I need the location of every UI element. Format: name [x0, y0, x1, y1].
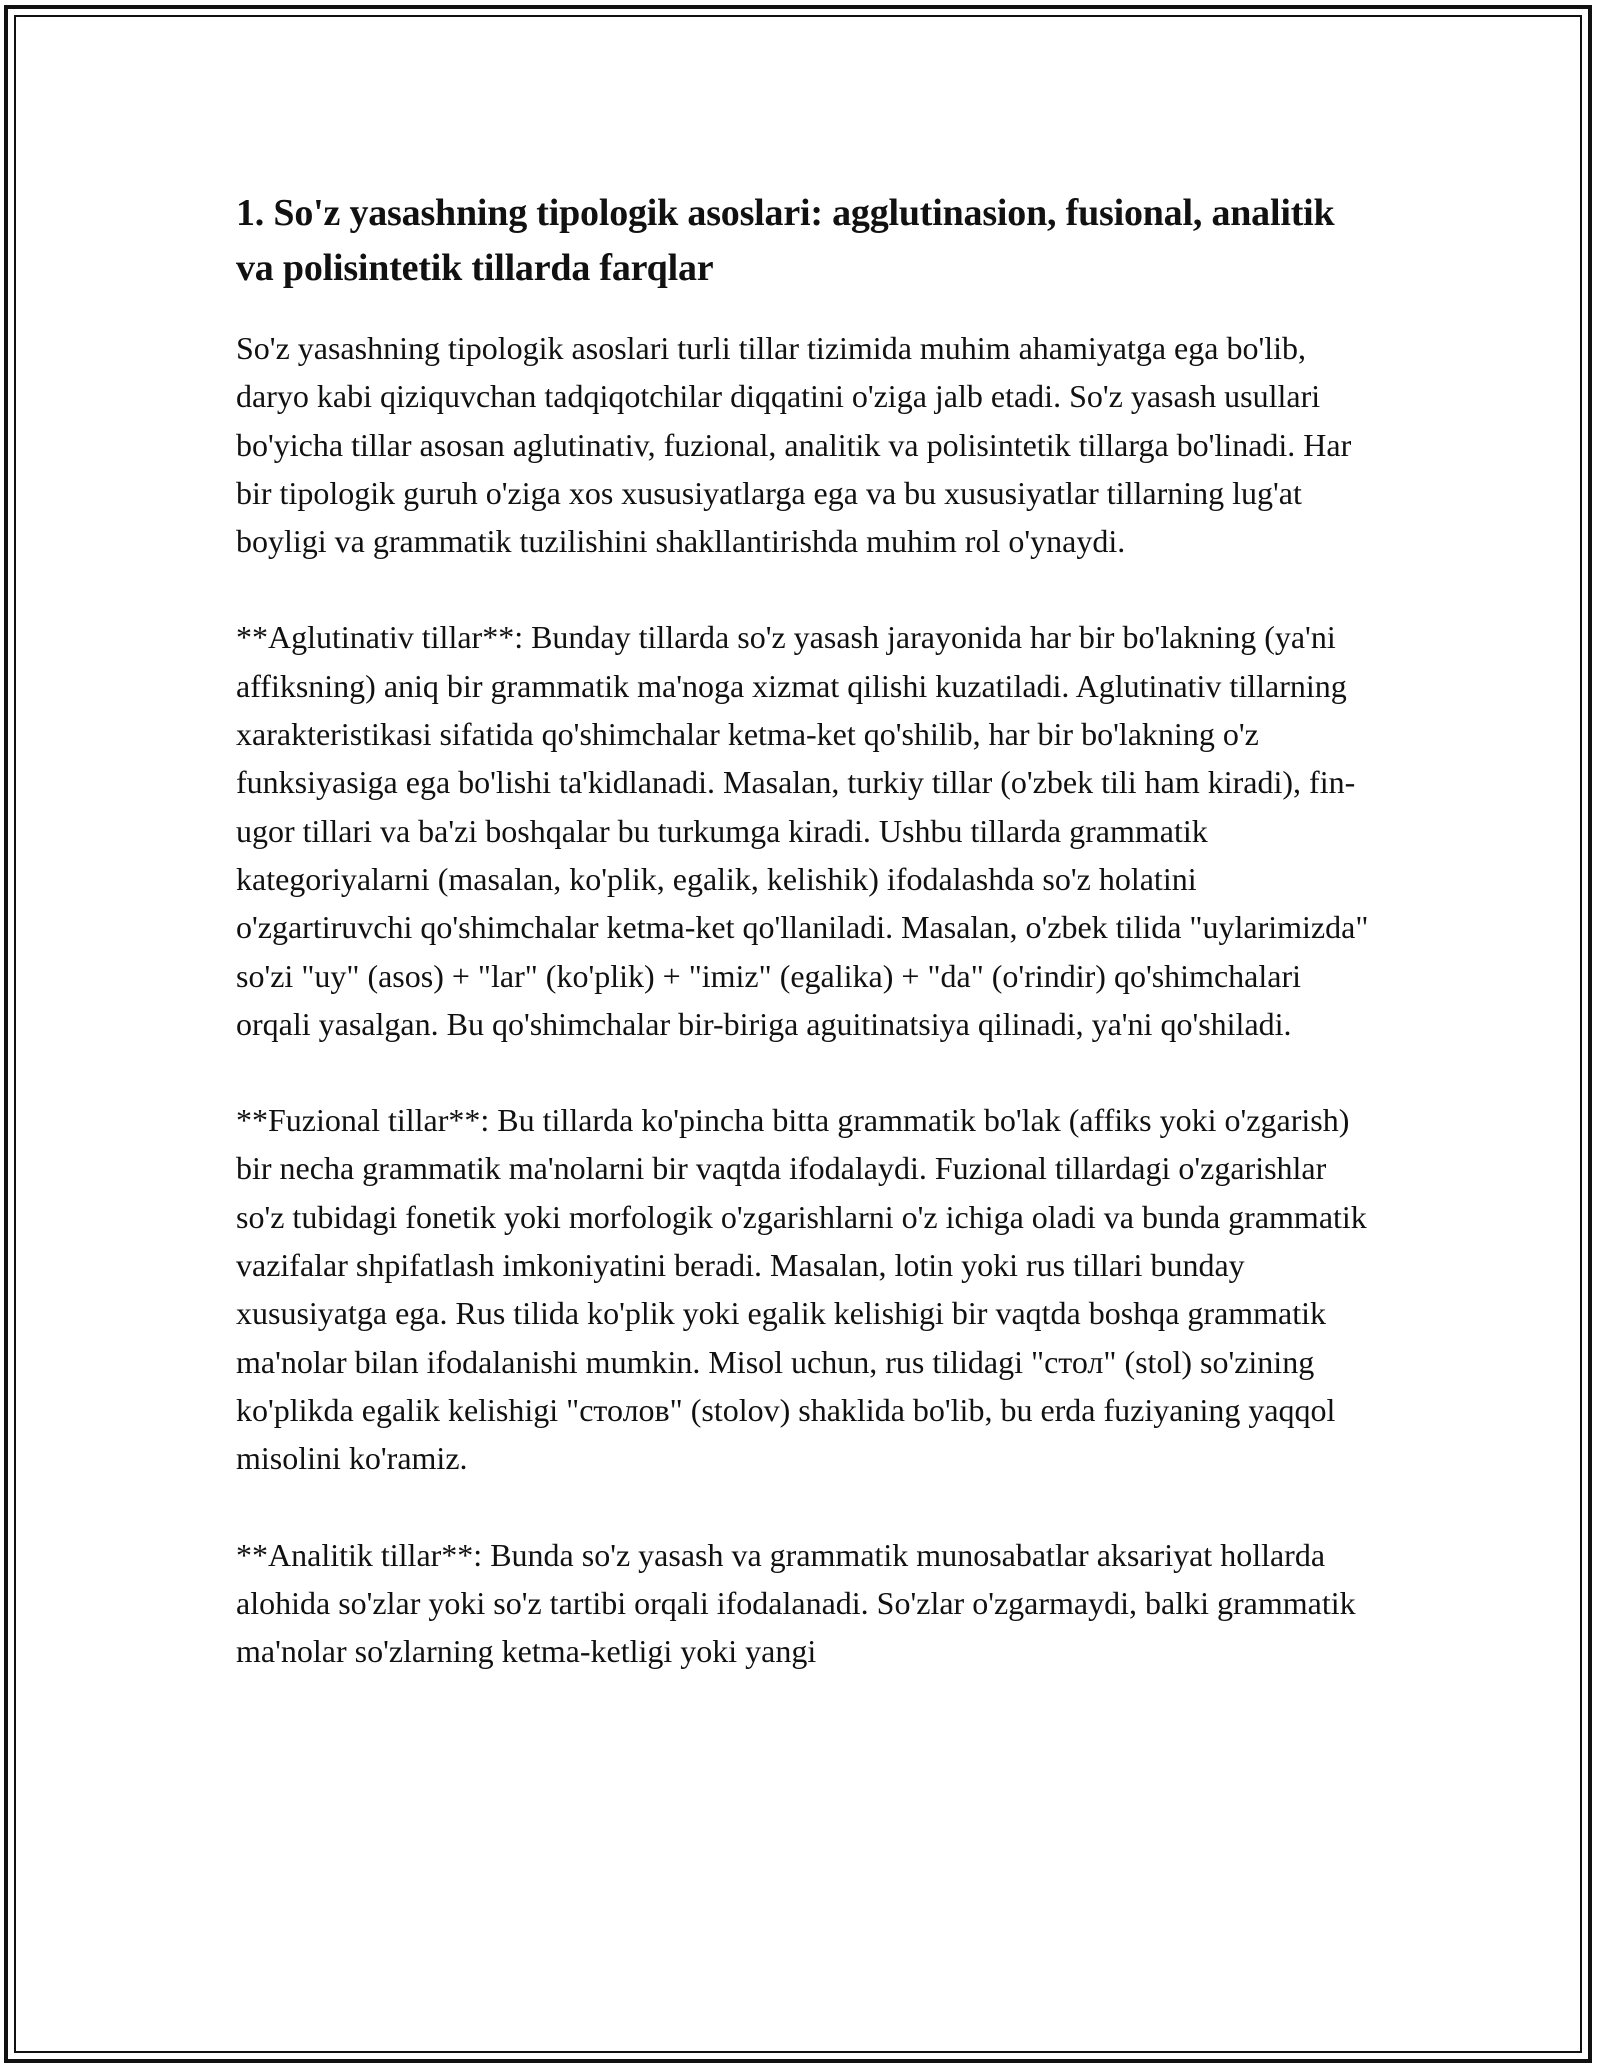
document-body — [236, 186, 1376, 1723]
paragraph-agglutinative: **Aglutinativ tillar**: Bunday tillarda so'z yasash jarayonida har bir bo'lakning (ya'ni affiksning) aniq bir grammatik ma'noga xizmat qilishi kuzatiladi. Aglutinativ tillarning xarakteristikasi sifatida qo'shimchalar ketma-ket qo'shilib, har bir bo'lakning o'z funksiyasiga ega bo'lishi ta'kidlanadi. Masalan, turkiy tillar (o'zbek tili ham kiradi), fin-ugor tillari va ba'zi boshqalar bu turkumga kiradi. Ushbu tillarda grammatik kategoriyalarni (masalan, ko'plik, egalik, kelishik) ifodalashda so'z holatini o'zgartiruvchi qo'shimchalar ketma-ket qo'llaniladi. Masalan, o'zbek tilida "uylarimizda" so'zi "uy" (asos) + "lar" (ko'plik) + "imiz" (egalika) + "da" (o'rindir) qo'shimchalari orqali yasalgan. Bu qo'shimchalar bir-biriga aguitinatsiya qilinadi, ya'ni qo'shiladi. — [236, 619, 1369, 1042]
paragraph-fusional: **Fuzional tillar**: Bu tillarda ko'pincha bitta grammatik bo'lak (affiks yoki o'zgarish) bir necha grammatik ma'nolarni bir vaqtda ifodalaydi. Fuzional tillardagi o'zgarishlar so'z tubidagi fonetik yoki morfologik o'zgarishlarni o'z ichiga oladi va bunda grammatik vazifalar shpifatlash imkoniyatini beradi. Masalan, lotin yoki rus tillari bunday xususiyatga ega. Rus tilida ko'plik yoki egalik kelishigi bir vaqtda boshqa grammatik ma'nolar bilan ifodalanishi mumkin. Misol uchun, rus tilidagi "стол" (stol) so'zining ko'plikda egalik kelishigi "столов" (stolov) shaklida bo'lib, bu erda fuziyaning yaqqol misolini ko'ramiz. — [236, 1102, 1367, 1477]
paragraph-intro: So'z yasashning tipologik asoslari turli tillar tizimida muhim ahamiyatga ega bo'lib, daryo kabi qiziquvchan tadqiqotchilar diqqatini o'ziga jalb etadi. So'z yasash usullari bo'yicha tillar asosan aglutinativ, fuzional, analitik va polisintetik tillarga bo'linadi. Har bir tipologik guruh o'ziga xos xususiyatlarga ega va bu xususiyatlar tillarning lug'at boyligi va grammatik tuzilishini shakllantirishda muhim rol o'ynaydi. — [236, 330, 1352, 560]
section-heading: 1. So'z yasashning tipologik asoslari: agglutinasion, fusional, analitik va polisintetik tillarda farqlar — [236, 192, 1335, 289]
paragraph-analytic: **Analitik tillar**: Bunda so'z yasash va grammatik munosabatlar aksariyat hollarda alohida so'zlar yoki so'z tartibi orqali ifodalanadi. So'zlar o'zgarmaydi, balki grammatik ma'nolar so'zlarning ketma-ketligi yoki yangi — [236, 1536, 1356, 1670]
